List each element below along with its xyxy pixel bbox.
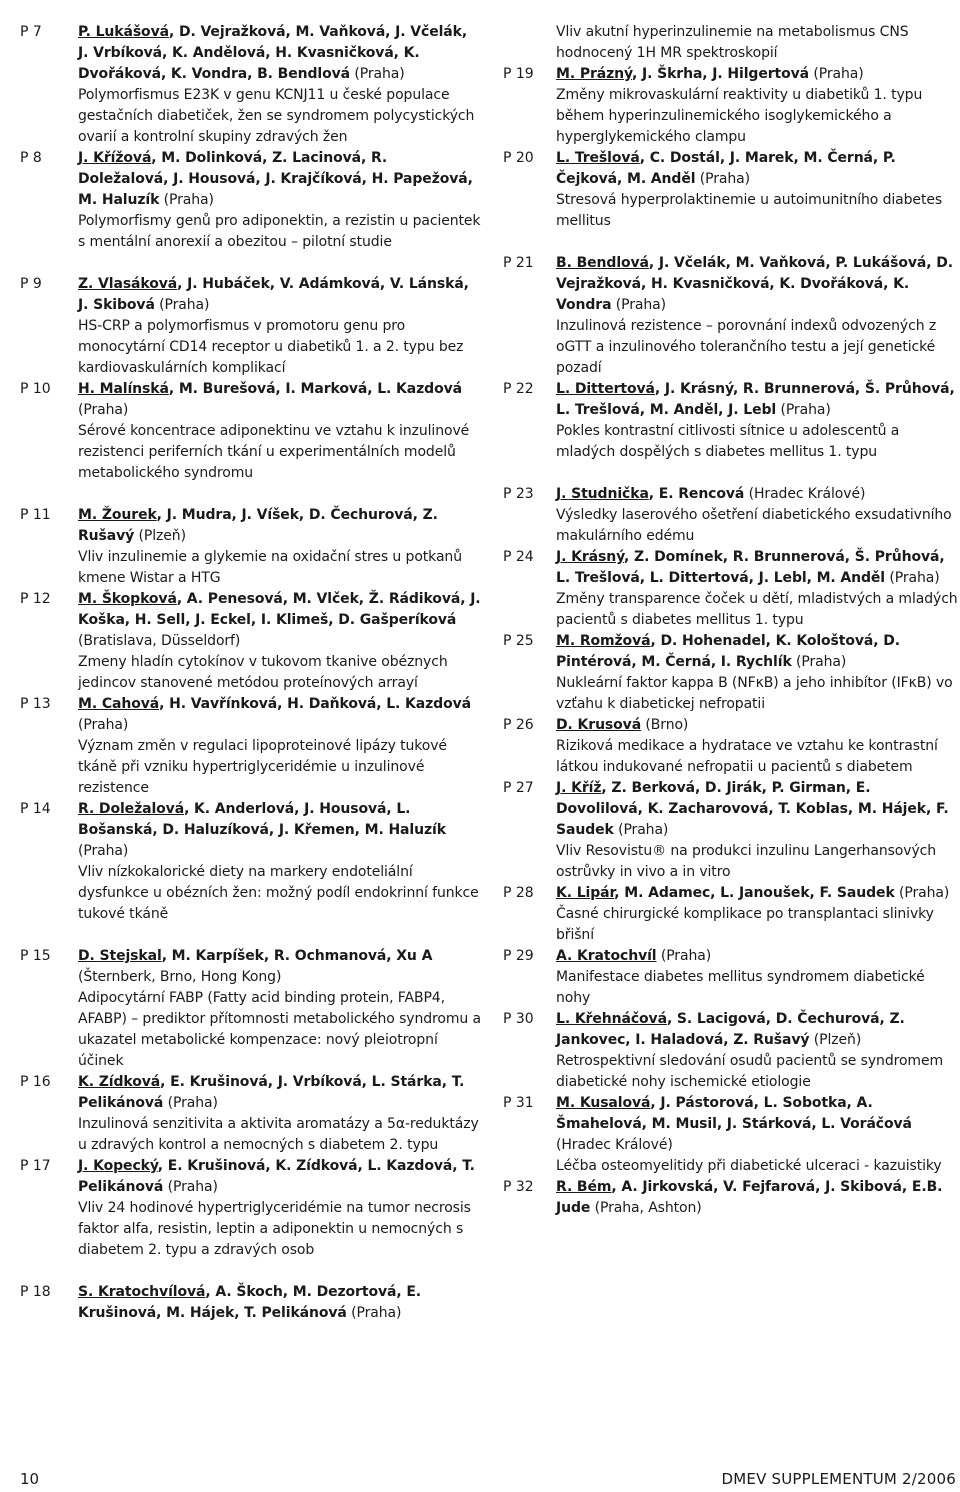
abstract-entry	[503, 379, 958, 463]
abstract-entry	[20, 589, 482, 694]
abstract-entry	[20, 148, 482, 253]
first-author: R. Doležalová	[78, 801, 185, 817]
entry-body	[556, 547, 958, 631]
poster-number: P 17	[20, 1158, 51, 1174]
poster-number: P 30	[503, 1011, 534, 1027]
abstract-entry	[20, 22, 482, 148]
institution: (Praha)	[613, 822, 669, 838]
entry-authors	[556, 631, 958, 673]
entry-authors	[78, 589, 482, 652]
first-author: P. Lukášová	[78, 24, 169, 40]
poster-number: P 26	[503, 717, 534, 733]
institution: (Praha)	[656, 948, 712, 964]
entry-authors	[556, 1177, 958, 1219]
poster-number: P 23	[503, 486, 534, 502]
entry-authors	[556, 1093, 958, 1156]
entry-body	[556, 379, 958, 463]
abstract-entry	[503, 1009, 958, 1093]
first-author: B. Bendlová	[556, 255, 649, 271]
co-authors: , M. Burešová, I. Marková, L. Kazdová	[168, 381, 462, 397]
institution: (Praha)	[809, 66, 864, 82]
institution: (Praha)	[894, 885, 950, 901]
co-authors: , J. Škrha, J. Hilgertová	[632, 66, 810, 82]
abstract-entry	[503, 631, 958, 715]
entry-authors	[78, 946, 482, 988]
entry-authors	[78, 274, 482, 316]
entry-title: Riziková medikace a hydratace ve vztahu ke kontrastní látkou indukované nefropatii u pacientů s diabetem	[556, 738, 938, 775]
first-author: J. Kopecký	[78, 1158, 158, 1174]
institution: (Plzeň)	[134, 528, 186, 544]
entry-body	[78, 694, 482, 799]
poster-number: P 24	[503, 549, 534, 565]
institution: (Praha)	[154, 297, 210, 313]
poster-number: P 29	[503, 948, 534, 964]
entry-body	[556, 1177, 958, 1219]
institution: (Praha)	[78, 402, 129, 418]
institution: (Praha)	[163, 1095, 218, 1111]
first-author: D. Krusová	[556, 717, 642, 733]
first-author: M. Žourek	[78, 507, 157, 523]
abstract-entry	[20, 379, 482, 484]
co-authors: , J. Krásný, R. Brunnerová, Š. Průhová, L. Trešlová, M. Anděl, J. Lebl	[556, 381, 955, 418]
entry-body	[78, 1156, 482, 1261]
poster-number: P 22	[503, 381, 534, 397]
institution: (Praha)	[346, 1305, 402, 1321]
poster-number: P 10	[20, 381, 51, 397]
co-authors: , E. Krušinová, J. Vrbíková, L. Stárka, T. Pelikánová	[78, 1074, 465, 1111]
entry-title: Léčba osteomyelitidy při diabetické ulceraci - kazuistiky	[556, 1158, 942, 1174]
abstract-entry	[503, 1093, 958, 1177]
entry-title: Pokles kontrastní citlivosti sítnice u adolescentů a mladých dospělých s diabetes mellitus 1. typu	[556, 423, 900, 460]
entry-authors	[556, 883, 958, 904]
poster-number: P 9	[20, 276, 42, 292]
institution: (Praha)	[776, 402, 831, 418]
institution: (Praha)	[350, 66, 405, 82]
first-author: J. Studnička	[556, 486, 649, 502]
abstract-entry	[503, 484, 958, 547]
entry-body	[556, 946, 958, 1009]
entry-body	[556, 1093, 958, 1177]
co-authors: , M. Dolinková, Z. Lacinová, R. Doležalová, J. Housová, J. Krajčíková, H. Papežová, M. Haluzík	[78, 150, 473, 208]
entry-authors	[78, 505, 482, 547]
entry-authors	[78, 1282, 482, 1324]
abstract-entry	[20, 1156, 482, 1261]
institution: (Praha)	[78, 843, 129, 859]
poster-number: P 25	[503, 633, 534, 649]
entry-authors	[78, 379, 482, 421]
first-author: L. Trešlová	[556, 150, 640, 166]
first-author: M. Kusalová	[556, 1095, 651, 1111]
poster-number: P 27	[503, 780, 534, 796]
abstract-entry	[20, 694, 482, 799]
poster-number: P 7	[20, 24, 42, 40]
entry-authors	[78, 1072, 482, 1114]
entry-body	[556, 1009, 958, 1093]
institution: (Plzeň)	[809, 1032, 862, 1048]
entry-authors	[556, 148, 958, 190]
entry-authors	[78, 799, 482, 862]
poster-number: P 15	[20, 948, 51, 964]
entry-title: Vliv 24 hodinové hypertriglyceridémie na tumor necrosis faktor alfa, resistin, leptin a adiponektin u nemocných s diabetem 2. typu a zdravých osob	[78, 1200, 471, 1258]
poster-number: P 18	[20, 1284, 51, 1300]
entry-title: Zmeny hladín cytokínov v tukovom tkanive obéznych jedincov stanovené metódou proteínových arrayí	[78, 654, 448, 691]
institution: (Praha)	[78, 717, 129, 733]
entry-body	[78, 379, 482, 484]
entry-authors	[556, 778, 958, 841]
entry-authors	[556, 484, 958, 505]
institution: (Praha)	[159, 192, 214, 208]
institution: (Hradec Králové)	[744, 486, 866, 502]
poster-number: P 16	[20, 1074, 51, 1090]
entry-authors	[556, 547, 958, 589]
abstract-entry	[20, 1072, 482, 1156]
co-authors: , J. Hubáček, V. Adámková, V. Lánská, J. Skibová	[78, 276, 469, 313]
abstract-entry	[20, 799, 482, 925]
entry-body	[78, 589, 482, 694]
entry-title: Vliv Resovistu® na produkci inzulinu Langerhansových ostrůvky in vivo a in vitro	[556, 843, 936, 880]
entry-title: Nukleární faktor kappa B (NFκB) a jeho inhibítor (IFκB) vo vzťahu k diabetickej nefropatii	[556, 675, 953, 712]
entry-authors	[556, 946, 958, 967]
entry-body	[556, 715, 958, 778]
co-authors: , S. Lacigová, D. Čechurová, Z. Jankovec, I. Haladová, Z. Rušavý	[556, 1011, 905, 1048]
first-author: M. Prázný	[556, 66, 632, 82]
first-author: J. Krásný	[556, 549, 625, 565]
entry-title: Adipocytární FABP (Fatty acid binding protein, FABP4, AFABP) – prediktor přítomnosti metabolického syndromu a ukazatel metabolické kompenzace: nový pleiotropní účinek	[78, 990, 481, 1069]
first-author: M. Cahová	[78, 696, 160, 712]
entry-body	[78, 799, 482, 925]
entry-title: Retrospektivní sledování osudů pacientů se syndromem diabetické nohy ischemické etiologie	[556, 1053, 944, 1090]
co-authors: , A. Penesová, M. Vlček, Ž. Rádiková, J. Koška, H. Sell, J. Eckel, I. Klimeš, D. Gašperíková	[78, 591, 481, 628]
abstract-entry	[503, 253, 958, 379]
entry-title: Sérové koncentrace adiponektinu ve vztahu k inzulinové rezistenci periferních tkání u experimentálních modelů metabolického syndromu	[78, 423, 470, 481]
poster-number: P 21	[503, 255, 534, 271]
abstract-entry	[503, 22, 958, 64]
entry-authors	[78, 1156, 482, 1198]
abstract-entry	[503, 778, 958, 883]
entry-title: Význam změn v regulaci lipoproteinové lipázy tukové tkáně při vzniku hypertriglyceridémie u inzulinové rezistence	[78, 738, 447, 796]
abstract-entry	[503, 64, 958, 148]
poster-number: P 14	[20, 801, 51, 817]
entry-authors	[556, 379, 958, 421]
first-author: R. Bém	[556, 1179, 612, 1195]
first-author: M. Škopková	[78, 591, 177, 607]
co-authors: , D. Vejražková, M. Vaňková, J. Včelák, J. Vrbíková, K. Andělová, H. Kvasničková, K. Dvořáková, K. Vondra, B. Bendlová	[78, 24, 468, 82]
entry-title: Výsledky laserového ošetření diabetického exsudativního makulárního edému	[556, 507, 952, 544]
co-authors: , H. Vavřínková, H. Daňková, L. Kazdová	[159, 696, 471, 712]
right-column	[503, 22, 958, 1219]
first-author: K. Zídková	[78, 1074, 161, 1090]
poster-number: P 28	[503, 885, 534, 901]
entry-authors	[556, 715, 958, 736]
entry-authors	[78, 694, 482, 736]
entry-body	[556, 631, 958, 715]
abstract-entry	[503, 946, 958, 1009]
co-authors: , J. Mudra, J. Víšek, D. Čechurová, Z. Rušavý	[78, 507, 438, 544]
entry-authors	[556, 1009, 958, 1051]
entry-authors	[78, 22, 482, 85]
entry-title: Vliv inzulinemie a glykemie na oxidační stres u potkanů kmene Wistar a HTG	[78, 549, 462, 586]
entry-body	[78, 1282, 482, 1324]
entry-body	[78, 22, 482, 148]
poster-number: P 32	[503, 1179, 534, 1195]
co-authors: , A. Škoch, M. Dezortová, E. Krušinová, M. Hájek, T. Pelikánová	[78, 1284, 422, 1321]
entry-body	[556, 484, 958, 547]
entry-authors	[78, 148, 482, 211]
institution: (Praha, Ashton)	[590, 1200, 702, 1216]
co-authors: , J. Včelák, M. Vaňková, P. Lukášová, D. Vejražková, H. Kvasničková, K. Dvořáková, K. Vondra	[556, 255, 954, 313]
institution: (Praha)	[695, 171, 750, 187]
abstract-entry	[503, 1177, 958, 1219]
institution: (Bratislava, Düsseldorf)	[78, 633, 241, 649]
co-authors: , A. Jirkovská, V. Fejfarová, J. Skibová, E.B. Jude	[556, 1179, 943, 1216]
entry-title: Změny transparence čoček u dětí, mladistvých a mladých pacientů s diabetes mellitus 1. typu	[556, 591, 958, 628]
entry-body	[556, 883, 958, 946]
abstract-entry	[503, 715, 958, 778]
institution: (Hradec Králové)	[556, 1137, 673, 1153]
first-author: K. Lipár	[556, 885, 615, 901]
entry-title: Časné chirurgické komplikace po transplantaci slinivky břišní	[556, 906, 934, 943]
entry-body	[78, 1072, 482, 1156]
poster-number: P 11	[20, 507, 51, 523]
entry-body	[556, 148, 958, 232]
co-authors: , Z. Domínek, R. Brunnerová, Š. Průhová, L. Trešlová, L. Dittertová, J. Lebl, M. Anděl	[556, 549, 945, 586]
entry-body	[556, 778, 958, 883]
entry-title: Manifestace diabetes mellitus syndromem diabetické nohy	[556, 969, 925, 1006]
entry-body	[78, 274, 482, 379]
entry-title: HS-CRP a polymorfismus v promotoru genu pro monocytární CD14 receptor u diabetiků 1. a 2. typu bez kardiovaskulárních komplikací	[78, 318, 464, 376]
entry-title: Inzulinová rezistence – porovnání indexů odvozených z oGTT a inzulinového tolerančního testu a její genetické pozadí	[556, 318, 937, 376]
entry-title: Stresová hyperprolaktinemie u autoimunitního diabetes mellitus	[556, 192, 943, 229]
co-authors: , J. Pástorová, L. Sobotka, A. Šmahelová, M. Musil, J. Stárková, L. Voráčová	[556, 1095, 912, 1132]
entry-body	[556, 64, 958, 148]
entry-authors	[556, 64, 958, 85]
abstract-entry	[20, 505, 482, 589]
first-author: L. Křehnáčová	[556, 1011, 667, 1027]
entry-title: Vliv nízkokalorické diety na markery endoteliální dysfunkce u obézních žen: možný podíl endokrinní funkce tukové tkáně	[78, 864, 479, 922]
first-author: J. Kříž	[556, 780, 602, 796]
first-author: D. Stejskal	[78, 948, 162, 964]
first-author: S. Kratochvílová	[78, 1284, 206, 1300]
poster-number: P 13	[20, 696, 51, 712]
entry-body	[556, 22, 958, 64]
poster-number: P 20	[503, 150, 534, 166]
abstract-entry	[20, 946, 482, 1072]
co-authors: , C. Dostál, J. Marek, M. Černá, P. Čejková, M. Anděl	[556, 150, 896, 187]
institution: (Praha)	[885, 570, 940, 586]
institution: (Praha)	[163, 1179, 218, 1195]
journal-name: DMEV SUPPLEMENTUM 2/2006	[721, 1470, 956, 1488]
co-authors: , E. Rencová	[648, 486, 745, 502]
co-authors: , M. Adamec, L. Janoušek, F. Saudek	[614, 885, 895, 901]
entry-body	[556, 253, 958, 379]
entry-title: Polymorfismy genů pro adiponektin, a rezistin u pacientek s mentální anorexií a obezitou – pilotní studie	[78, 213, 481, 250]
institution: (Praha)	[611, 297, 666, 313]
abstract-entry	[20, 274, 482, 379]
first-author: A. Kratochvíl	[556, 948, 657, 964]
entry-body	[78, 148, 482, 253]
entry-title: Vliv akutní hyperinzulinemie na metabolismus CNS hodnocený 1H MR spektroskopií	[556, 24, 909, 61]
co-authors: , M. Karpíšek, R. Ochmanová, Xu A	[161, 948, 433, 964]
abstract-entry	[20, 1282, 482, 1324]
co-authors: , D. Hohenadel, K. Kološtová, D. Pintérová, M. Černá, I. Rychlík	[556, 633, 901, 670]
co-authors: , K. Anderlová, J. Housová, L. Bošanská, D. Haluzíková, J. Křemen, M. Haluzík	[78, 801, 446, 838]
poster-number: P 31	[503, 1095, 534, 1111]
first-author: Z. Vlasáková	[78, 276, 178, 292]
first-author: M. Romžová	[556, 633, 651, 649]
institution: (Šternberk, Brno, Hong Kong)	[78, 969, 282, 985]
institution: (Praha)	[791, 654, 847, 670]
entry-body	[78, 505, 482, 589]
co-authors: , E. Krušinová, K. Zídková, L. Kazdová, T. Pelikánová	[78, 1158, 475, 1195]
poster-number: P 12	[20, 591, 51, 607]
poster-number	[503, 22, 556, 64]
entry-authors	[556, 253, 958, 316]
first-author: H. Malínská	[78, 381, 169, 397]
first-author: J. Křížová	[78, 150, 152, 166]
entry-title: Změny mikrovaskulární reaktivity u diabetiků 1. typu během hyperinzulinemického isoglykemického a hyperglykemického clampu	[556, 87, 923, 145]
poster-number: P 19	[503, 66, 534, 82]
abstract-entry	[503, 547, 958, 631]
entry-title: Polymorfismus E23K v genu KCNJ11 u české populace gestačních diabetiček, žen se syndromem polycystických ovarií a kontrolní skupiny zdravých žen	[78, 87, 475, 145]
abstract-entry	[503, 148, 958, 232]
left-column	[20, 22, 482, 1324]
co-authors: , Z. Berková, D. Jirák, P. Girman, E. Dovolilová, K. Zacharovová, T. Koblas, M. Hájek, F. Saudek	[556, 780, 949, 838]
entry-title: Inzulinová senzitivita a aktivita aromatázy a 5α-reduktázy u zdravých kontrol a nemocných s diabetem 2. typu	[78, 1116, 479, 1153]
page-number: 10	[20, 1470, 40, 1488]
institution: (Brno)	[641, 717, 689, 733]
entry-body	[78, 946, 482, 1072]
first-author: L. Dittertová	[556, 381, 655, 397]
poster-number: P 8	[20, 150, 42, 166]
abstract-entry	[503, 883, 958, 946]
